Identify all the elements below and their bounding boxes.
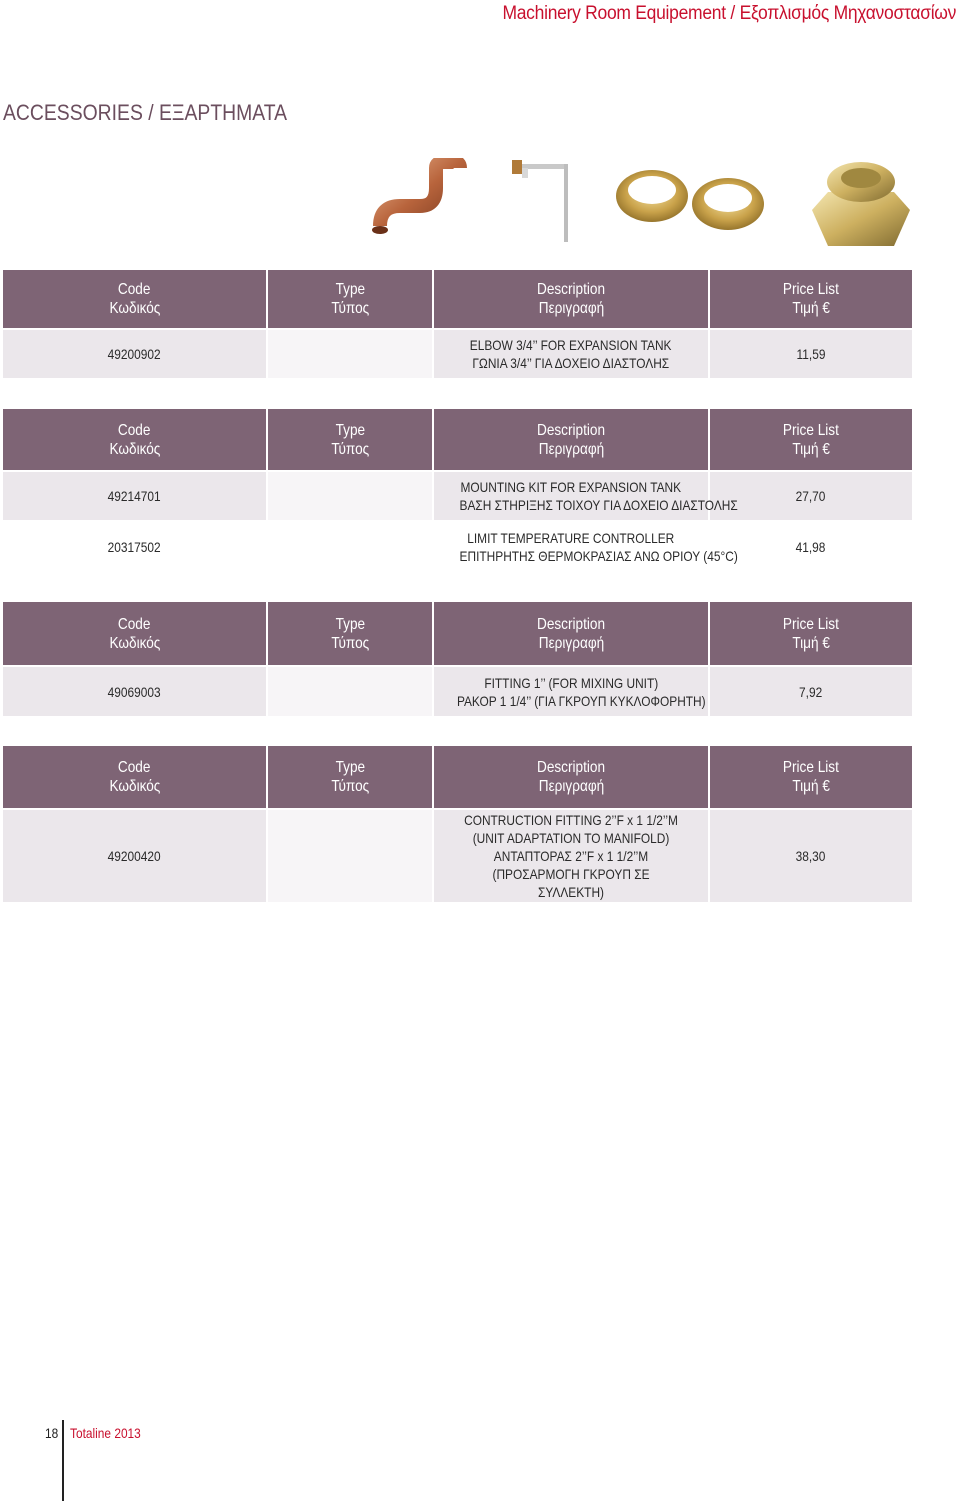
table-row (3, 328, 912, 378)
code-column-header: Code Κωδικός (3, 409, 268, 470)
code-cell: 20317502 (3, 520, 268, 572)
type-column-header: Type Τύπος (268, 409, 434, 470)
code-cell: 49200902 (3, 328, 268, 378)
price-cell: 27,70 (710, 470, 912, 520)
table-row (3, 520, 912, 572)
description-column-header: Description Περιγραφή (434, 746, 710, 808)
brass-fitting-image (808, 154, 914, 252)
header-title-gr: Εξοπλισμός Μηχανοστασίων (739, 3, 956, 24)
price-column-header: Price List Τιμή € (710, 602, 912, 665)
type-column-header: Type Τύπος (268, 746, 434, 808)
description-cell: FITTING 1’’ (FOR MIXING UNIT) ΡΑΚΟΡ 1 1/4’’ (ΓΙΑ ΓΚΡΟΥΠ ΚΥΚΛΟΦΟΡΗΤΗ) (434, 665, 710, 716)
code-cell: 49069003 (3, 665, 268, 716)
footer-brand: Totaline 2013 (70, 1425, 141, 1441)
code-cell: 49214701 (3, 470, 268, 520)
code-column-header: Code Κωδικός (3, 746, 268, 808)
description-cell: ELBOW 3/4’’ FOR EXPANSION TANK ΓΩΝΙΑ 3/4’’ ΓΙΑ ΔΟΧΕΙΟ ΔΙΑΣΤΟΛΗΣ (434, 328, 710, 378)
price-cell: 38,30 (710, 808, 912, 902)
code-cell: 49200420 (3, 808, 268, 902)
product-table-4 (3, 746, 912, 902)
description-cell: CONTRUCTION FITTING 2’’F x 1 1/2’’M (UNIT ADAPTATION TO MANIFOLD) ΑΝΤΑΠΤΟΡΑΣ 2’’F x 1 1/2’’M (ΠΡΟΣΑΡΜΟΓΗ ΓΚΡΟΥΠ ΣΕ ΣΥΛΛΕΚΤΗ) (434, 808, 710, 902)
price-cell: 7,92 (710, 665, 912, 716)
code-column-header: Code Κωδικός (3, 602, 268, 665)
description-column-header: Description Περιγραφή (434, 409, 710, 470)
table-header-row (3, 602, 912, 665)
product-photos (0, 150, 960, 260)
description-column-header: Description Περιγραφή (434, 602, 710, 665)
table-header-row (3, 409, 912, 470)
footer-divider (62, 1420, 64, 1501)
type-column-header: Type Τύπος (268, 602, 434, 665)
table-header-row (3, 746, 912, 808)
table-row (3, 470, 912, 520)
description-column-header: Description Περιγραφή (434, 270, 710, 328)
product-table-3 (3, 602, 912, 716)
type-cell (268, 328, 434, 378)
description-cell: MOUNTING KIT FOR EXPANSION TANK ΒΑΣΗ ΣΤΗΡΙΞΗΣ ΤΟΙΧΟΥ ΓΙΑ ΔΟΧΕΙΟ ΔΙΑΣΤΟΛΗΣ (434, 470, 710, 520)
type-cell (268, 470, 434, 520)
copper-elbow-image (370, 158, 470, 242)
type-column-header: Type Τύπος (268, 270, 434, 328)
mounting-bracket-image (506, 158, 576, 246)
price-column-header: Price List Τιμή € (710, 746, 912, 808)
price-cell: 11,59 (710, 328, 912, 378)
table-header-row (3, 270, 912, 328)
code-column-header: Code Κωδικός (3, 270, 268, 328)
price-cell: 41,98 (710, 520, 912, 572)
product-table-1 (3, 270, 912, 378)
header-title-en: Machinery Room Equipement (502, 3, 726, 24)
table-row (3, 808, 912, 902)
product-table-2 (3, 409, 912, 572)
type-cell (268, 665, 434, 716)
page-number: 18 (45, 1425, 59, 1441)
type-cell (268, 808, 434, 902)
page-header-title (502, 3, 956, 25)
description-cell: LIMIT TEMPERATURE CONTROLLER ΕΠΙΤΗΡΗΤΗΣ ΘΕΡΜΟΚΡΑΣΙΑΣ ΑΝΩ ΟΡΙΟΥ (45°C) (434, 520, 710, 572)
table-row (3, 665, 912, 716)
price-column-header: Price List Τιμή € (710, 270, 912, 328)
type-cell (268, 520, 434, 572)
price-column-header: Price List Τιμή € (710, 409, 912, 470)
brass-rings-image (612, 160, 772, 240)
section-heading: ACCESSORIES / ΕΞΑΡΤΗΜΑΤΑ (3, 100, 288, 125)
header-title-separator: / (725, 3, 740, 24)
